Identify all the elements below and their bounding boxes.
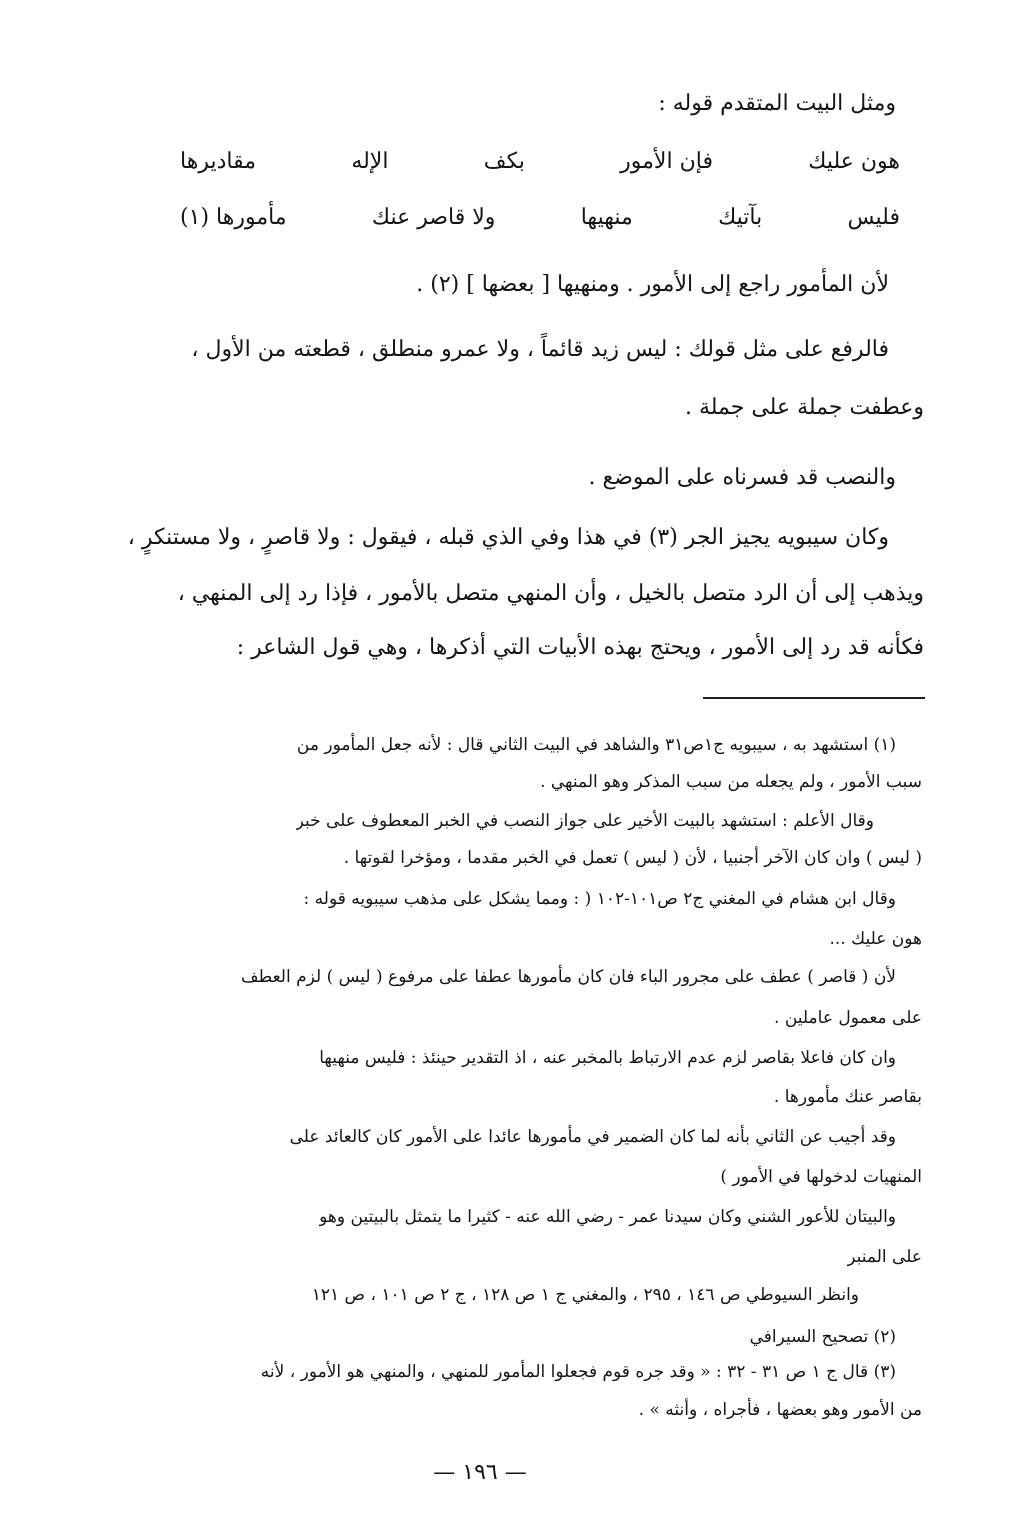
footnote-line: وقال ابن هشام في المغني ج٢ ص١٠١-١٠٢ ( : ومما يشكل على مذهب سيبويه قوله : [303,889,896,909]
footnote-divider [703,697,925,699]
footnote-line: وقد أجيب عن الثاني بأنه لما كان الضمير في مأمورها عائدا على الأمور كان كالعائد على [289,1127,896,1147]
footnote-line: المنهيات لدخولها في الأمور ) [720,1167,922,1187]
footnote-line: (١) استشهد به ، سيبويه ج١ص٣١ والشاهد في البيت الثاني قال : لأنه جعل المأمور من [296,735,896,755]
verse-intro: ومثل البيت المتقدم قوله : [658,91,896,116]
body-line: وعطفت جملة على جملة . [684,395,924,420]
page-number: — ١٩٦ — [433,1460,527,1485]
body-line: فكأنه قد رد إلى الأمور ، ويحتج بهذه الأبيات التي أذكرها ، وهي قول الشاعر : [236,635,924,660]
verse-word: ولا قاصر عنك [371,205,496,230]
body-line: والنصب قد فسرناه على الموضع . [588,465,896,490]
verse-word: منهيها [580,205,633,230]
footnote-line: سبب الأمور ، ولم يجعله من سبب المذكر وهو المنهي . [540,772,922,792]
verse-line-1 [180,142,900,182]
footnote-line: وقال الأعلم : استشهد بالبيت الأخير على جواز النصب في الخبر المعطوف على خبر [295,811,874,831]
verse-word: مقاديرها [180,149,256,174]
verse-word: بكف [483,149,525,174]
verse-word: الإله [351,149,389,174]
footnote-line: وانظر السيوطي ص ١٤٦ ، ٢٩٥ ، والمغني ج ١ ص ١٢٨ ، ج ٢ ص ١٠١ ، ص ١٢١ [311,1285,859,1305]
footnote-line: والبيتان للأعور الشني وكان سيدنا عمر - رضي الله عنه - كثيرا ما يتمثل بالبيتين وهو [319,1207,896,1227]
footnote-line: على معمول عاملين . [774,1008,922,1028]
footnote-line: لأن ( قاصر ) عطف على مجرور الباء فان كان مأمورها عطفا على مرفوع ( ليس ) لزم العطف [241,967,896,987]
footnote-line: ( ليس ) وان كان الآخر أجنبيا ، لأن ( ليس ) تعمل في الخبر مقدما ، ومؤخرا لقوتها . [343,848,922,868]
footnote-line: وان كان فاعلا بقاصر لزم عدم الارتباط بالمخبر عنه ، اذ التقدير حينئذ : فليس منهيها [319,1048,896,1068]
footnote-line: (٣) قال ج ١ ص ٣١ - ٣٢ : « وقد جره قوم فجعلوا المأمور للمنهي ، والمنهي هو الأمور ، لأنه [260,1362,896,1382]
verse-word: مأمورها (١) [180,205,287,230]
body-line: لأن المأمور راجع إلى الأمور . ومنهيها [ بعضها ] (٢) . [416,272,889,297]
body-line: فالرفع على مثل قولك : ليس زيد قائماً ، ولا عمرو منطلق ، قطعته من الأول ، [191,337,889,362]
footnote-line: هون عليك ... [829,929,922,949]
footnote-line: من الأمور وهو بعضها ، فأجراه ، وأنثه » . [638,1400,922,1420]
verse-word: بآتيك [718,205,763,230]
verse-word: فليس [847,205,900,230]
body-line: وكان سيبويه يجيز الجر (٣) في هذا وفي الذي قبله ، فيقول : ولا قاصرٍ ، ولا مستنكرٍ ، [127,525,889,550]
verse-line-2 [180,198,900,238]
verse-word: هون عليك [808,149,900,174]
footnote-line: على المنبر [847,1247,922,1267]
footnote-line: (٢) تصحيح السيرافي [749,1327,896,1347]
verse-word: فإن الأمور [620,149,713,174]
footnote-line: بقاصر عنك مأمورها . [773,1087,922,1107]
body-line: ويذهب إلى أن الرد متصل بالخيل ، وأن المنهي متصل بالأمور ، فإذا رد إلى المنهي ، [177,581,924,606]
